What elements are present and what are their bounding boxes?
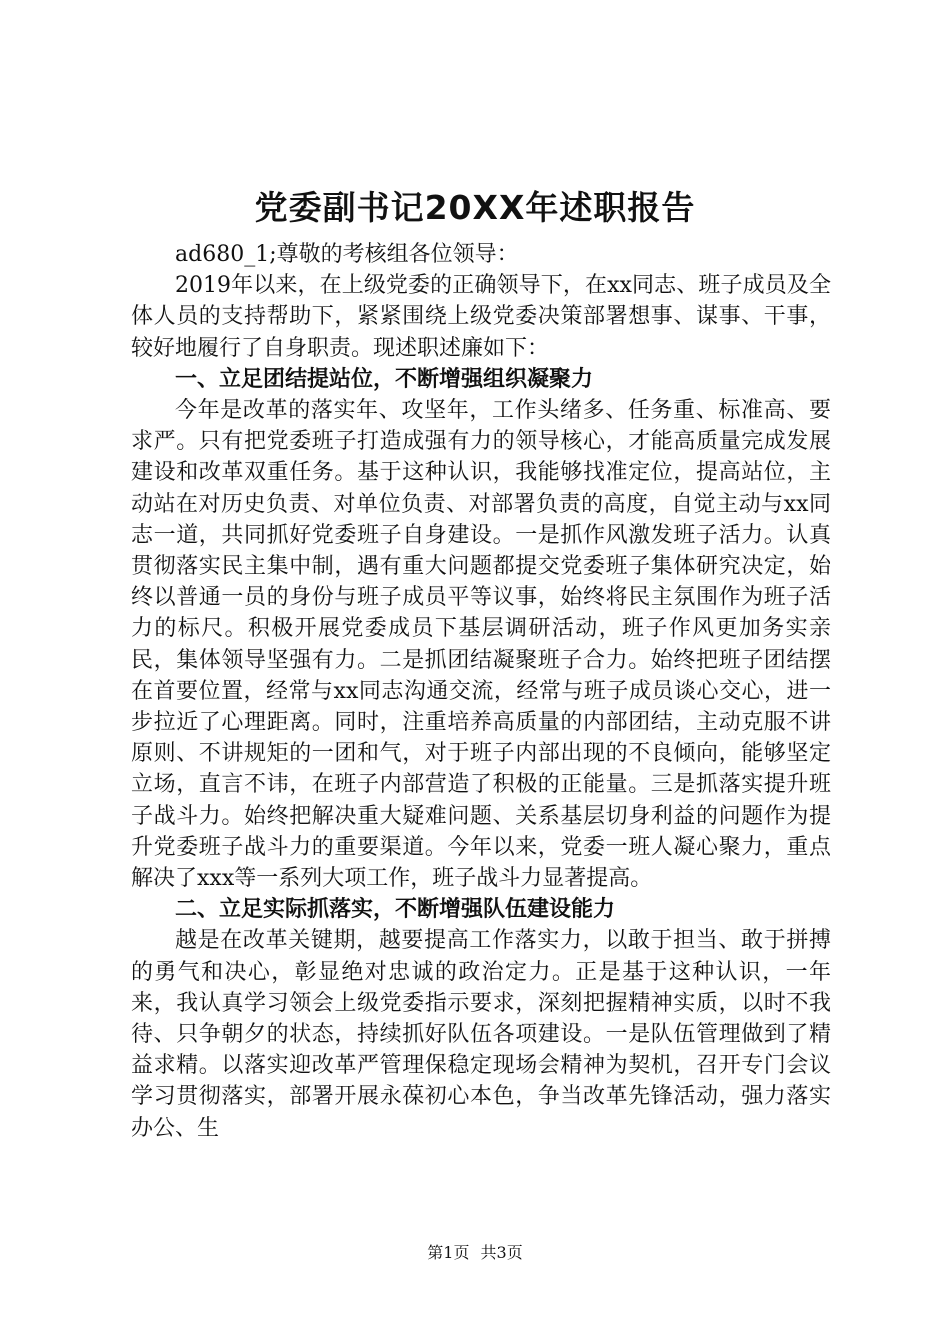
section-2-paragraph: 越是在改革关键期，越要提高工作落实力，以敢于担当、敢于拼搏的勇气和决心，彰显绝对忠诚的政治定力。正是基于这种认识，一年来，我认真学习领会上级党委指示要求，深刻把握精神实质，以时不我待、只争朝夕的状态，持续抓好队伍各项建设。一是队伍管理做到了精益求精。以落实迎改革严管理保稳定现场会精神为契机，召开专门会议学习贯彻落实，部署开展永葆初心本色，争当改革先锋活动，强力落实办公、生 <box>131 928 831 1141</box>
section-1-heading: 一、立足团结提站位，不断增强组织凝聚力 <box>175 366 594 392</box>
document-body <box>131 239 831 1144</box>
page-number: 第1页 <box>427 1243 470 1262</box>
section-1-paragraph: 今年是改革的落实年、攻坚年，工作头绪多、任务重、标准高、要求严。只有把党委班子打造成强有力的领导核心，才能高质量完成发展建设和改革双重任务。基于这种认识，我能够找准定位，提高站位，主动站在对历史负责、对单位负责、对部署负责的高度，自觉主动与xx同志一道，共同抓好党委班子自身建设。一是抓作风激发班子活力。认真贯彻落实民主集中制，遇有重大问题都提交党委班子集体研究决定，始终以普通一员的身份与班子成员平等议事，始终将民主氛围作为班子活力的标尺。积极开展党委成员下基层调研活动，班子作风更加务实亲民，集体领导坚强有力。二是抓团结凝聚班子合力。始终把班子团结摆在首要位置，经常与xx同志沟通交流，经常与班子成员谈心交心，进一步拉近了心理距离。同时，注重培养高质量的内部团结，主动克服不讲原则、不讲规矩的一团和气，对于班子内部出现的不良倾向，能够坚定立场，直言不讳，在班子内部营造了积极的正能量。三是抓落实提升班子战斗力。始终把解决重大疑难问题、关系基层切身利益的问题作为提升党委班子战斗力的重要渠道。今年以来，党委一班人凝心聚力，重点解决了xxx等一系列大项工作，班子战斗力显著提高。 <box>131 398 831 892</box>
salutation-paragraph: ad680_1;尊敬的考核组各位领导： <box>175 242 519 267</box>
page-footer <box>0 1243 950 1263</box>
intro-paragraph: 2019年以来，在上级党委的正确领导下，在xx同志、班子成员及全体人员的支持帮助下，紧紧围绕上级党委决策部署想事、谋事、干事，较好地履行了自身职责。现述职述廉如下： <box>131 273 831 361</box>
document-title: 党委副书记20XX年述职报告 <box>254 188 696 227</box>
page-total: 共3页 <box>480 1243 523 1262</box>
section-2-heading: 二、立足实际抓落实，不断增强队伍建设能力 <box>175 897 616 923</box>
